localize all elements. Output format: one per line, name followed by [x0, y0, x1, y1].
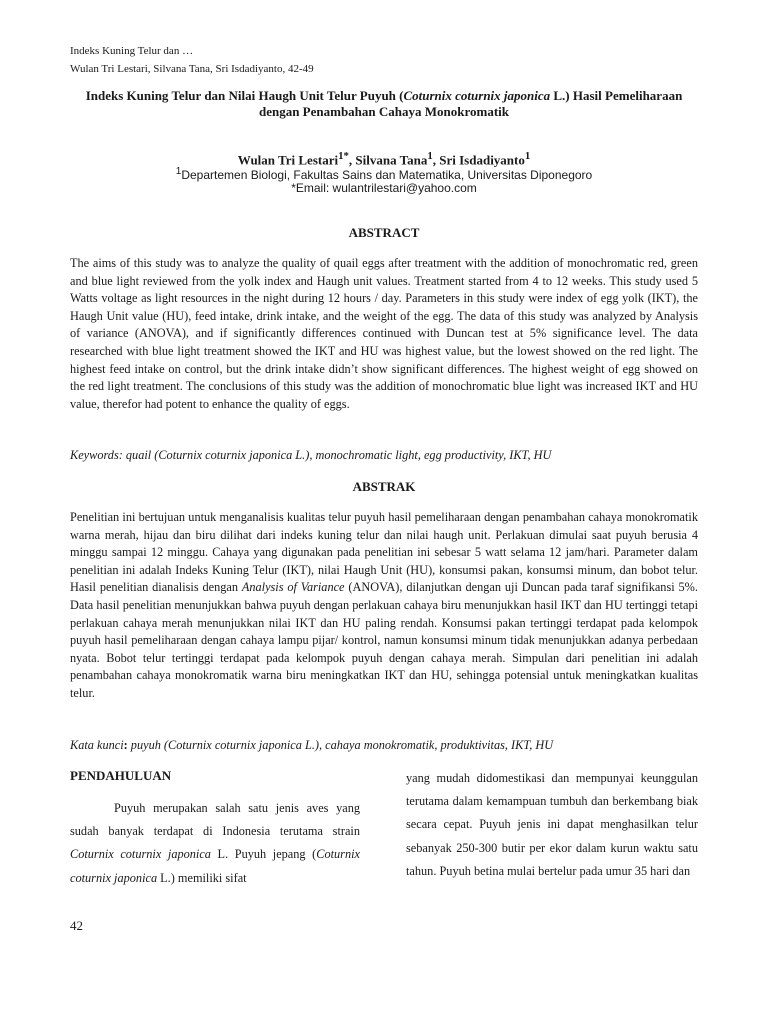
author-3: , Sri Isdadiyanto [432, 152, 525, 168]
title-text-1: Indeks Kuning Telur dan Nilai Haugh Unit Telur Puyuh ( [85, 88, 404, 103]
abstract-heading: ABSTRACT [348, 225, 420, 240]
kata-kunci-text-2: L.), cahaya monokromatik, produktivitas, IKT, HU [301, 738, 554, 752]
intro-left-species-1: Coturnix coturnix japonica [70, 847, 211, 862]
kata-kunci-text-1: puyuh ( [127, 738, 169, 752]
abstrak-text-1: Penelitian ini bertujuan untuk menganalisis kualitas telur puyuh hasil pemeliharaan dengan penambahan cahaya monokromatik warna merah, hijau dan biru dilihat dari indeks kuning telur dan nilai haugh unit. Perlakuan dimulai saat puyuh berusia 4 minggu sampai 12 minggu. Cahaya yang digunakan pada penelitian ini sebesar 5 watt selama 12 jam/hari. Parameter dalam penelitian ini adalah Indeks Kuning Telur (IKT), nilai Haugh Unit (HU), konsumsi pakan, konsumsi minum, dan bobot telur. Hasil penelitian dianalisis dengan [70, 510, 698, 595]
intro-left-text-3: L.) memiliki sifat [157, 870, 247, 885]
author-1: Wulan Tri Lestari [237, 152, 339, 168]
running-head-title: Indeks Kuning Telur dan … [70, 45, 194, 57]
page-number: 42 [70, 918, 83, 933]
abstract-body: The aims of this study was to analyze the quality of quail eggs after treatment with the addition of monochromatic red, green and blue light reviewed from the yolk index and Haugh unit values. Treatment started from 4 to 12 weeks. This study used 5 Watts voltage as light resources in the night during 12 hours / day. Parameters in this study were index of egg yolk (IKT), the Haugh Unit value (HU), feed intake, drink intake, and the weight of the egg. The data of this study was analyzed by Analysis of variance (ANOVA), and if significantly differences continued with Duncan test at 5% significance level. The data researched with blue light treatment showed the IKT and HU was highest value, but the lowest showed on the red light. The highest feed intake on control, but the drink intake didn’t show significant differences. The highest weight of egg showed on the red light treatment. The conclusions of this study was the addition of monochromatic blue light was increased IKT and HU value, therefor had potent to enhance the quality of eggs. [70, 256, 698, 411]
affiliation-text: Departemen Biologi, Fakultas Sains dan Matematika, Universitas Diponegoro [181, 168, 593, 182]
kata-kunci-colon: : [123, 738, 128, 752]
article-title [70, 88, 698, 120]
keywords: Keywords: quail (Coturnix coturnix japonica L.), monochromatic light, egg productivity, IKT, HU [70, 448, 552, 462]
intro-left-species-2: Coturnix coturnix japonica [70, 847, 360, 885]
running-head-authors: Wulan Tri Lestari, Silvana Tana, Sri Isdadiyanto, 42-49 [70, 63, 314, 75]
author-2-affil-mark: 1 [427, 150, 433, 162]
title-text-2: L.) Hasil Pemeliharaan dengan Penambahan Cahaya Monokromatik [258, 88, 683, 119]
author-1-affil-mark: 1* [338, 150, 349, 162]
intro-left-column [70, 797, 360, 890]
intro-left-text-2: L. Puyuh jepang ( [210, 847, 317, 862]
section-heading-pendahuluan: PENDAHULUAN [70, 768, 172, 783]
running-head [70, 42, 314, 78]
author-2: , Silvana Tana [348, 152, 428, 168]
abstrak-body [70, 509, 698, 703]
intro-left-text-1: Puyuh merupakan salah satu jenis aves yang sudah banyak terdapat di Indonesia terutama strain [70, 801, 360, 839]
affiliation-mark: 1 [175, 166, 182, 177]
kata-kunci-species: Coturnix coturnix japonica [168, 738, 302, 752]
kata-kunci-label: Kata kunci [70, 738, 124, 752]
corresponding-email: *Email: wulantrilestari@yahoo.com [291, 181, 477, 195]
author-3-affil-mark: 1 [524, 150, 531, 162]
title-species: Coturnix coturnix japonica [403, 88, 551, 103]
abstrak-text-2: (ANOVA), dilanjutkan dengan uji Duncan pada taraf signifikansi 5%. Data hasil penelitian menunjukkan bahwa puyuh dengan perlakuan cahaya biru menunjukkan hasil IKT dan HU tertinggi tetapi perlakuan cahaya merah menunjukkan nilai IKT dan HU paling rendah. Konsumsi pakan tertinggi terdapat pada kelompok puyuh hasil pemeliharaan dengan cahaya lampu pijar/ kontrol, namun konsumsi minum tidak menunjukkan adanya perbedaan nyata. Bobot telur tertinggi terdapat pada kelompok puyuh dengan cahaya merah. Simpulan dari penelitian ini adalah penambahan cahaya monokromatik warna biru meningkatkan IKT dan HU, sehingga potensial untuk meningkatkan kualitas telur. [70, 580, 698, 700]
intro-right-column: yang mudah didomestikasi dan mempunyai keunggulan terutama dalam kemampuan tumbuh dan berkembang biak secara cepat. Puyuh jenis ini dapat menghasilkan telur sebanyak 250-300 butir per ekor dalam kurun waktu satu tahun. Puyuh betina mulai bertelur pada umur 35 hari dan [406, 771, 698, 878]
abstrak-italic-term: Analysis of Variance [241, 580, 345, 595]
kata-kunci [70, 737, 698, 754]
abstrak-heading: ABSTRAK [352, 479, 416, 494]
